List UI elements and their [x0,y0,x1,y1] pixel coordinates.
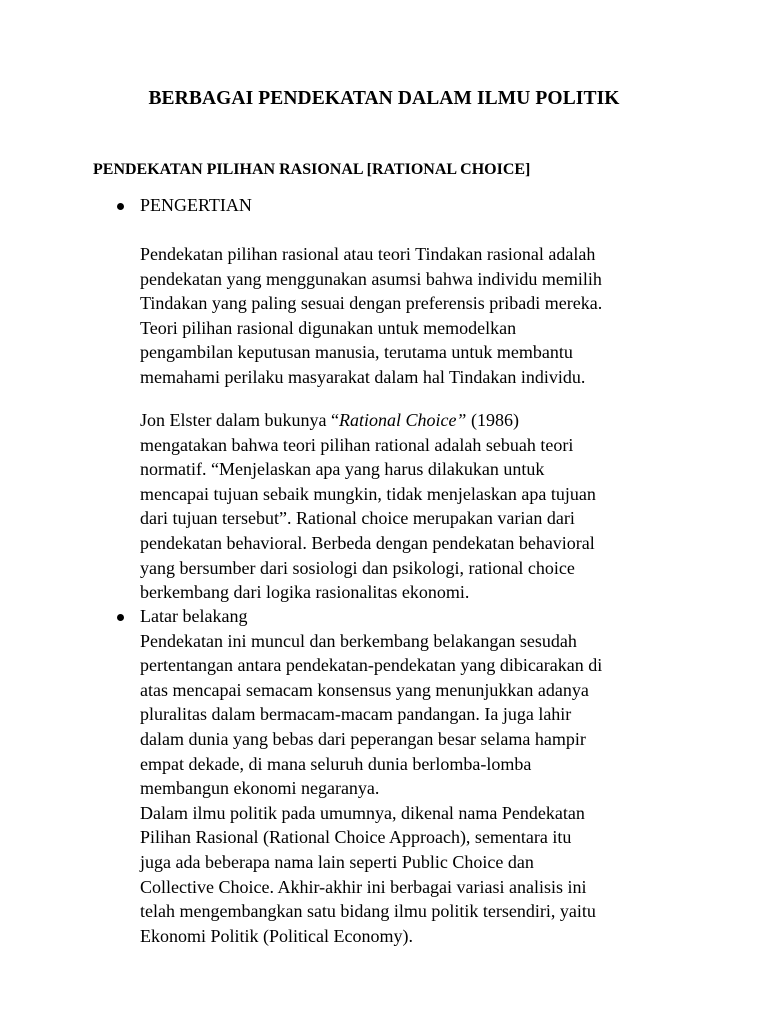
paragraph-line: empat dekade, di mana seluruh dunia berlomba-lomba [140,753,532,774]
section-heading: PENDEKATAN PILIHAN RASIONAL [RATIONAL CHOICE] [93,161,531,178]
paragraph-line: berkembang dari logika rasionalitas ekonomi. [140,582,470,603]
text-segment: Jon Elster dalam bukunya “ [140,410,339,430]
book-title: Rational Choice” [338,410,467,430]
paragraph-line: Tindakan yang paling sesuai dengan preferensis pribadi mereka. [140,293,603,314]
text-segment: (1986) [466,410,519,430]
paragraph-line: Ekonomi Politik (Political Economy). [140,925,413,946]
paragraph-line: pertentangan antara pendekatan-pendekatan yang dibicarakan di [140,655,603,676]
paragraph-line: atas mencapai semacam konsensus yang menunjukkan adanya [140,679,589,700]
paragraph-line: membangun ekonomi negaranya. [140,778,380,799]
paragraph-line: dalam dunia yang bebas dari peperangan besar selama hampir [140,728,586,749]
pengertian-paragraph-2 [140,408,596,605]
paragraph-line: normatif. “Menjelaskan apa yang harus dilakukan untuk [140,459,545,480]
bullet-label-latar-belakang: Latar belakang [140,606,248,626]
paragraph-line: pengambilan keputusan manusia, terutama untuk membantu [140,342,573,363]
paragraph-line: dari tujuan tersebut”. Rational choice merupakan varian dari [140,508,575,529]
paragraph-line: Dalam ilmu politik pada umumnya, dikenal nama Pendekatan [140,802,585,823]
paragraph-line: yang bersumber dari sosiologi dan psikologi, rational choice [140,557,575,578]
paragraph-line: Pilihan Rasional (Rational Choice Approach), sementara itu [140,827,572,848]
paragraph-line: Collective Choice. Akhir-akhir ini berbagai variasi analisis ini [140,876,587,897]
bullet-dot-icon [117,203,124,210]
paragraph-line: juga ada beberapa nama lain seperti Public Choice dan [140,851,534,872]
latar-belakang-section [140,604,602,948]
pengertian-paragraph-1 [140,242,602,390]
bullet-label-pengertian: PENGERTIAN [140,195,252,215]
paragraph-line: pendekatan yang menggunakan asumsi bahwa individu memilih [140,268,602,289]
paragraph-line: mengatakan bahwa teori pilihan rational adalah sebuah teori [140,434,574,455]
paragraph-line: pendekatan behavioral. Berbeda dengan pendekatan behavioral [140,532,595,553]
paragraph-line: mencapai tujuan sebaik mungkin, tidak menjelaskan apa tujuan [140,483,596,504]
paragraph-line: Pendekatan ini muncul dan berkembang belakangan sesudah [140,630,577,651]
paragraph-line: Teori pilihan rasional digunakan untuk memodelkan [140,317,517,338]
paragraph-line: memahami perilaku masyarakat dalam hal Tindakan individu. [140,366,586,387]
paragraph-line: Pendekatan pilihan rasional atau teori Tindakan rasional adalah [140,244,596,264]
paragraph-line [140,408,596,433]
paragraph-line: telah mengembangkan satu bidang ilmu politik tersendiri, yaitu [140,901,596,922]
paragraph-line: pluralitas dalam bermacam-macam pandangan. Ia juga lahir [140,704,572,725]
bullet-dot-icon [117,614,124,621]
document-title: BERBAGAI PENDEKATAN DALAM ILMU POLITIK [148,88,620,109]
